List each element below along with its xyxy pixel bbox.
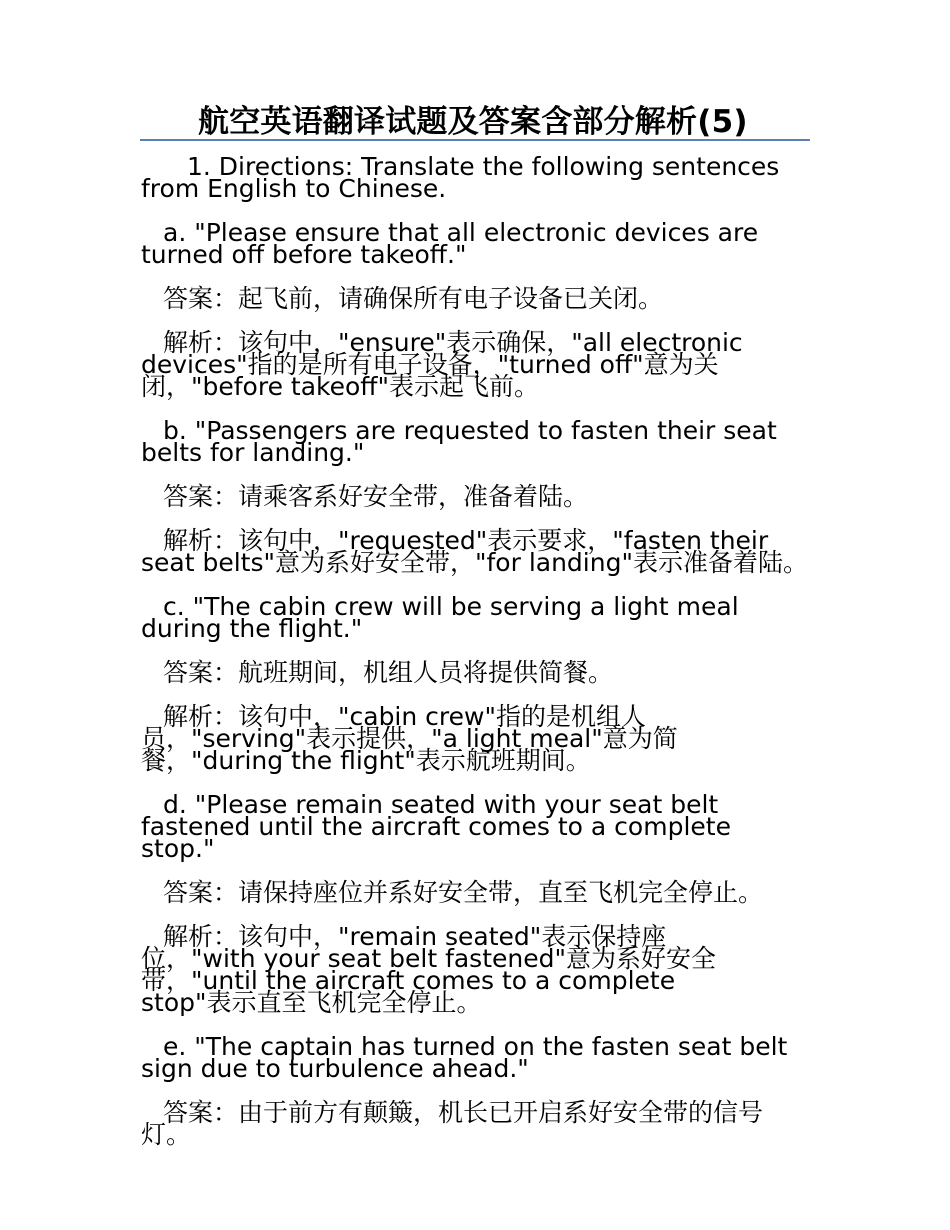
analysis-c: 解析：该句中，"cabin crew"指的是机组人员，"serving"表示提供，"a light meal"意为简餐，"during the flight"表示航班期间。 [141,702,678,775]
answer-a: 答案：起飞前，请确保所有电子设备已关闭。 [163,284,664,313]
question-a: a. "Please ensure that all electronic devices are turned off before takeoff." [141,218,759,269]
document-body [141,152,811,1168]
analysis-a: 解析：该句中，"ensure"表示确保，"all electronic devices"指的是所有电子设备，"turned off"意为关闭，"before takeoff"表示起飞前。 [141,328,743,401]
answer-e: 答案：由于前方有颠簸，机长已开启系好安全带的信号灯。 [141,1098,764,1149]
answer-d: 答案：请保持座位并系好安全带，直至飞机完全停止。 [163,878,764,907]
analysis-b: 解析：该句中，"requested"表示要求，"fasten their seat belts"意为系好安全带，"for landing"表示准备着陆。 [141,526,808,577]
question-e: e. "The captain has turned on the fasten seat belt sign due to turbulence ahead." [141,1032,788,1083]
question-b: b. "Passengers are requested to fasten their seat belts for landing." [141,416,777,467]
question-d: d. "Please remain seated with your seat belt fastened until the aircraft comes to a complete stop." [141,790,731,863]
directions-paragraph: 1. Directions: Translate the following sentences from English to Chinese. [141,152,780,203]
title-underline [140,139,810,141]
document-title: 航空英语翻译试题及答案含部分解析(5) [198,104,748,140]
answer-c: 答案：航班期间，机组人员将提供简餐。 [163,658,614,687]
analysis-d: 解析：该句中，"remain seated"表示保持座位，"with your seat belt fastened"意为系好安全带，"until the aircraft comes to a complete stop"表示直至飞机完全停止。 [141,922,716,1017]
answer-b: 答案：请乘客系好安全带，准备着陆。 [163,482,589,511]
question-c: c. "The cabin crew will be serving a light meal during the flight." [141,592,739,643]
